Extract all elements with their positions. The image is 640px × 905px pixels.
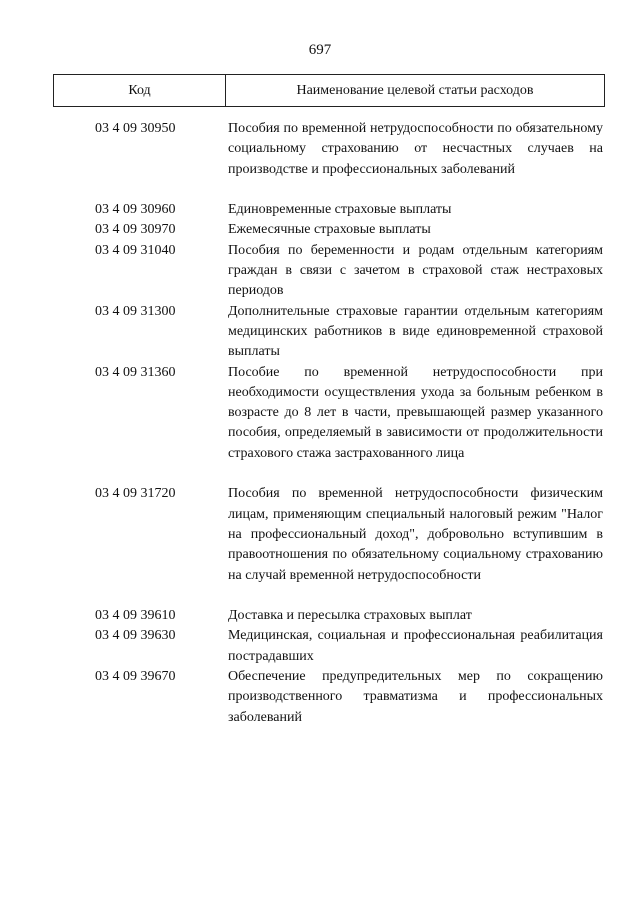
table-header [53, 74, 605, 107]
table-row [0, 220, 640, 240]
row-description: Пособия по беременности и родам отдельным категориям граждан в связи с зачетом в страховой стаж нестраховых периодов [228, 242, 603, 299]
table-row [0, 484, 640, 606]
row-description: Дополнительные страховые гарантии отдельным категориям медицинских работников в виде единовременной страховой выплаты [228, 303, 603, 360]
row-description: Ежемесячные страховые выплаты [228, 222, 431, 238]
table-row [0, 626, 640, 667]
page-number: 697 [308, 42, 332, 58]
row-code: 03 4 09 30960 [95, 202, 176, 218]
table-row [0, 606, 640, 626]
row-description: Пособие по временной нетрудоспособности при необходимости осуществления ухода за больным ребенком в возрасте до 8 лет в части, превышающей размер указанного пособия, определяемый в зависимости от продолжительности страхового стажа застрахованного лица [228, 364, 603, 461]
table-row [0, 363, 640, 485]
row-description: Пособия по временной нетрудоспособности по обязательному социальному страхованию от несчастных случаев на производстве и профессиональных заболеваний [228, 121, 603, 177]
row-code: 03 4 09 39610 [95, 608, 176, 624]
table-row [0, 241, 640, 302]
row-description: Обеспечение предупредительных мер по сокращению производственного травматизма и профессиональных заболеваний [228, 669, 603, 725]
table-row [0, 200, 640, 220]
row-code: 03 4 09 30950 [95, 121, 176, 136]
row-code: 03 4 09 30970 [95, 222, 176, 238]
table-row [0, 119, 640, 200]
row-description: Единовременные страховые выплаты [228, 202, 452, 218]
header-code: Код [54, 75, 226, 106]
row-description: Доставка и пересылка страховых выплат [228, 608, 472, 624]
row-code: 03 4 09 31300 [95, 303, 176, 319]
row-code: 03 4 09 31360 [95, 364, 176, 380]
row-code: 03 4 09 31040 [95, 242, 176, 258]
table-body [0, 119, 640, 728]
header-name: Наименование целевой статьи расходов [296, 82, 534, 98]
row-code: 03 4 09 39670 [95, 669, 176, 685]
row-code: 03 4 09 39630 [95, 628, 176, 644]
table-row [0, 302, 640, 363]
table-row [0, 667, 640, 728]
row-code: 03 4 09 31720 [95, 486, 176, 502]
row-description: Пособия по временной нетрудоспособности физическим лицам, применяющим специальный налоговый режим "Налог на профессиональный доход", добровольно вступившим в правоотношения по обязательному социальному страхованию на случай временной нетрудоспособности [228, 486, 603, 583]
row-description: Медицинская, социальная и профессиональная реабилитация пострадавших [228, 628, 603, 664]
